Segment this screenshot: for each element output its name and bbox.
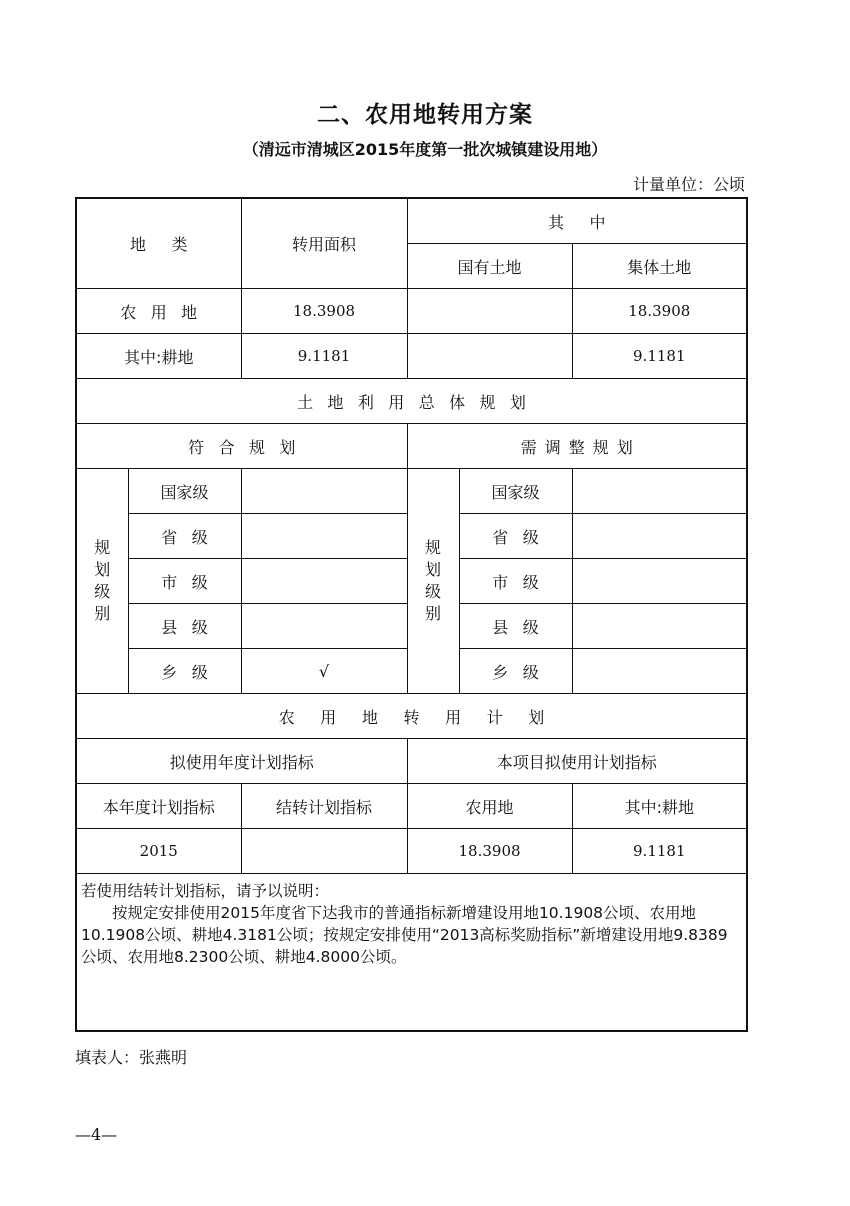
planning-level-label: 规 划 级 别 xyxy=(407,469,459,694)
area-value: 18.3908 xyxy=(241,289,407,334)
carryover-value xyxy=(241,829,407,874)
conform-check-mark: √ xyxy=(241,649,407,694)
page-subtitle: （清远市清城区2015年度第一批次城镇建设用地） xyxy=(242,140,608,159)
note-body: 按规定安排使用2015年度省下达我市的普通指标新增建设用地10.1908公顷、农用地10.1908公顷、耕地4.3181公顷；按规定安排使用“2013高标奖励指标”新增建设用地9.8389公顷、农用地8.2300公顷、耕地4.8000公顷。 xyxy=(81,904,728,966)
conform-value xyxy=(241,559,407,604)
cultivated-value: 9.1181 xyxy=(572,829,747,874)
adjust-value xyxy=(572,604,747,649)
current-year-value: 2015 xyxy=(76,829,241,874)
conform-value xyxy=(241,469,407,514)
adjust-value xyxy=(572,559,747,604)
level-name: 县级 xyxy=(128,604,241,649)
adjust-value xyxy=(572,649,747,694)
adjust-value xyxy=(572,514,747,559)
note-title: 若使用结转计划指标，请予以说明： xyxy=(81,882,330,900)
level-name: 省级 xyxy=(128,514,241,559)
farmland-header: 农用地 xyxy=(407,784,572,829)
adjust-plan-header: 需调整规划 xyxy=(407,424,747,469)
carryover-header: 结转计划指标 xyxy=(241,784,407,829)
adjust-value xyxy=(572,469,747,514)
area-value: 9.1181 xyxy=(241,334,407,379)
level-name: 国家级 xyxy=(128,469,241,514)
level-name: 国家级 xyxy=(459,469,572,514)
row-label: 农用地 xyxy=(76,289,241,334)
table-row xyxy=(76,469,747,514)
state-land-value xyxy=(407,334,572,379)
table-row xyxy=(76,829,747,874)
farmland-value: 18.3908 xyxy=(407,829,572,874)
row-label: 其中:耕地 xyxy=(76,334,241,379)
among-header: 其中 xyxy=(407,198,747,244)
page-number: —4— xyxy=(75,1125,118,1144)
annual-plan-header: 拟使用年度计划指标 xyxy=(76,739,407,784)
state-land-value xyxy=(407,289,572,334)
area-header: 转用面积 xyxy=(241,198,407,289)
level-name: 乡级 xyxy=(128,649,241,694)
collective-land-value: 9.1181 xyxy=(572,334,747,379)
level-name: 乡级 xyxy=(459,649,572,694)
planning-level-label: 规 划 级 别 xyxy=(76,469,128,694)
level-name: 县级 xyxy=(459,604,572,649)
conform-value xyxy=(241,604,407,649)
carryover-note xyxy=(76,874,747,1032)
cultivated-header: 其中:耕地 xyxy=(572,784,747,829)
land-type-header: 地类 xyxy=(76,198,241,289)
table-row xyxy=(76,289,747,334)
level-name: 省级 xyxy=(459,514,572,559)
collective-land-header: 集体土地 xyxy=(572,244,747,289)
state-land-header: 国有土地 xyxy=(407,244,572,289)
planning-section-title: 土地利用总体规划 xyxy=(76,379,747,424)
page-title: 二、农用地转用方案 xyxy=(317,102,533,128)
level-name: 市级 xyxy=(459,559,572,604)
conversion-table xyxy=(75,197,748,1032)
table-row xyxy=(76,334,747,379)
conform-plan-header: 符合规划 xyxy=(76,424,407,469)
conform-value xyxy=(241,514,407,559)
current-year-header: 本年度计划指标 xyxy=(76,784,241,829)
level-name: 市级 xyxy=(128,559,241,604)
form-filler: 填表人：张燕明 xyxy=(75,1048,188,1067)
plan-section-title: 农用地转用计划 xyxy=(76,694,747,739)
collective-land-value: 18.3908 xyxy=(572,289,747,334)
measurement-unit: 计量单位：公顷 xyxy=(632,175,745,194)
project-plan-header: 本项目拟使用计划指标 xyxy=(407,739,747,784)
